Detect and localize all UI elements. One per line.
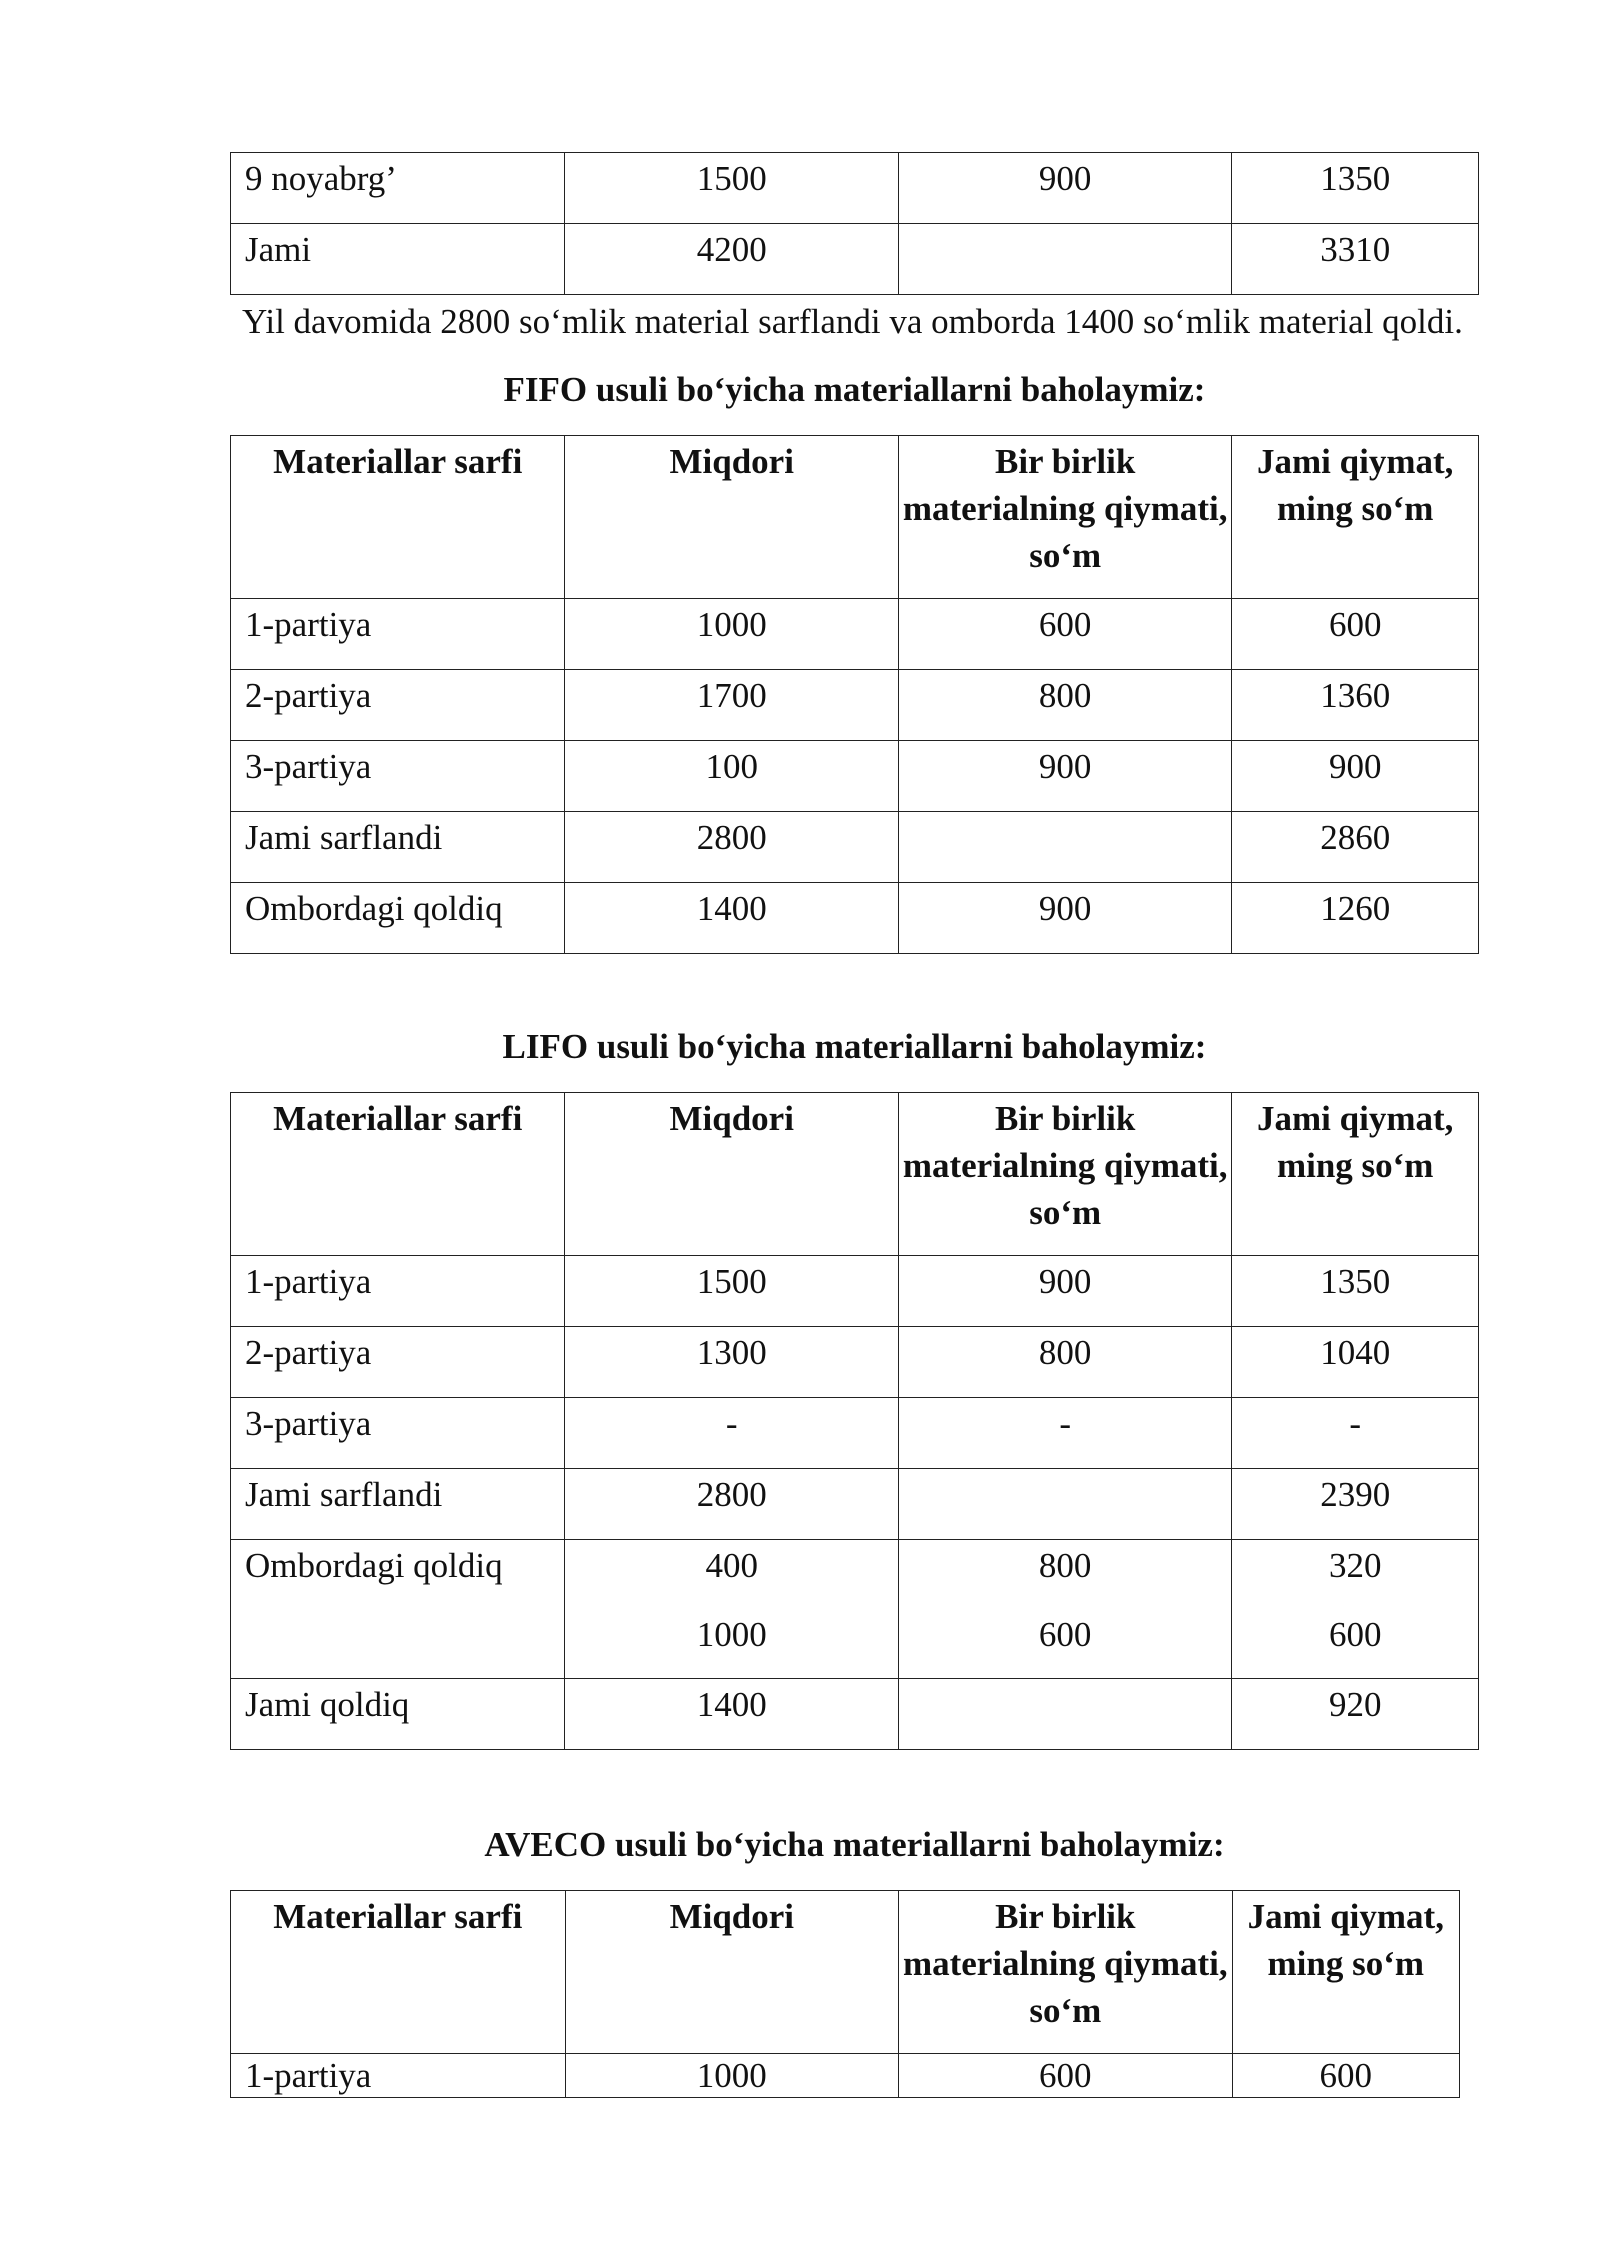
table-cell: Ombordagi qoldiq — [231, 1540, 565, 1679]
table-cell: 1360 — [1232, 670, 1479, 741]
table-cell: - — [1232, 1398, 1479, 1469]
table-cell: Jami — [231, 224, 565, 295]
table-cell — [898, 1469, 1231, 1540]
table-cell: 1400 — [565, 1679, 898, 1750]
table-cell: 2860 — [1232, 812, 1479, 883]
table-cell: 800 — [898, 670, 1231, 741]
document-page — [230, 152, 1500, 2098]
table-cell: - — [565, 1398, 898, 1469]
table-cell: Jami sarflandi — [231, 1469, 565, 1540]
table-cell: 600 — [899, 2054, 1233, 2098]
column-header: Jami qiymat, ming so‘m — [1232, 1891, 1459, 2054]
table-cell: - — [898, 1398, 1231, 1469]
table-cell: 600 — [1232, 2054, 1459, 2098]
lifo-table — [230, 1092, 1479, 1750]
table-cell: 1-partiya — [231, 1256, 565, 1327]
table-cell: 1260 — [1232, 883, 1479, 954]
table-row — [231, 1327, 1479, 1398]
table-cell: 900 — [898, 741, 1231, 812]
table-cell — [1232, 1540, 1479, 1679]
table-row — [231, 1469, 1479, 1540]
table-cell: 800 — [898, 1327, 1231, 1398]
column-header: Miqdori — [565, 436, 898, 599]
receipts-table-continuation — [230, 152, 1479, 295]
table-header-row — [231, 1891, 1460, 2054]
table-header-row — [231, 1093, 1479, 1256]
table-cell: 1500 — [565, 153, 898, 224]
table-cell: 1000 — [565, 599, 898, 670]
table-row — [231, 812, 1479, 883]
table-cell — [898, 812, 1231, 883]
remainder-total-1: 320 — [1328, 1546, 1382, 1585]
table-row — [231, 1679, 1479, 1750]
table-cell — [898, 224, 1231, 295]
column-header: Materiallar sarfi — [231, 1891, 566, 2054]
table-cell: 100 — [565, 741, 898, 812]
column-header: Miqdori — [565, 1093, 898, 1256]
lifo-heading: LIFO usuli bo‘yicha materiallarni baholaymiz: — [502, 1027, 1207, 1066]
fifo-table — [230, 435, 1479, 954]
table-cell: 920 — [1232, 1679, 1479, 1750]
table-cell: 1-partiya — [231, 599, 565, 670]
table-row — [231, 599, 1479, 670]
column-header: Bir birlik materialning qiymati, so‘m — [898, 1093, 1231, 1256]
table-cell: 900 — [898, 883, 1231, 954]
column-header: Jami qiymat, ming so‘m — [1232, 436, 1479, 599]
table-cell: 2800 — [565, 812, 898, 883]
remainder-qty-1: 400 — [705, 1546, 758, 1585]
remainder-unit-2: 600 — [1038, 1615, 1092, 1654]
table-cell: Jami qoldiq — [231, 1679, 565, 1750]
table-cell — [898, 1540, 1231, 1679]
table-row — [231, 1398, 1479, 1469]
table-cell: 600 — [898, 599, 1231, 670]
table-cell: 1500 — [565, 1256, 898, 1327]
table-cell: 3-partiya — [231, 741, 565, 812]
table-cell — [898, 1679, 1231, 1750]
table-cell: 1400 — [565, 883, 898, 954]
table-row — [231, 670, 1479, 741]
table-cell: 1-partiya — [231, 2054, 566, 2098]
table-cell: 3310 — [1232, 224, 1479, 295]
table-cell: 1300 — [565, 1327, 898, 1398]
column-header: Bir birlik materialning qiymati, so‘m — [898, 436, 1231, 599]
column-header: Miqdori — [565, 1891, 899, 2054]
table-cell: 900 — [1232, 741, 1479, 812]
table-cell: 1000 — [565, 2054, 899, 2098]
column-header: Materiallar sarfi — [231, 1093, 565, 1256]
table-row — [231, 1540, 1479, 1679]
table-cell — [565, 1540, 898, 1679]
table-row — [231, 153, 1479, 224]
summary-text: Yil davomida 2800 so‘mlik material sarflandi va omborda 1400 so‘mlik material qoldi. — [242, 302, 1463, 341]
remainder-qty-2: 1000 — [696, 1615, 767, 1654]
table-cell: 1040 — [1232, 1327, 1479, 1398]
table-cell: 1350 — [1232, 153, 1479, 224]
remainder-unit-1: 800 — [1038, 1546, 1092, 1585]
table-row — [231, 224, 1479, 295]
table-header-row — [231, 436, 1479, 599]
summary-paragraph — [230, 299, 1495, 345]
table-cell: 2390 — [1232, 1469, 1479, 1540]
table-cell: 4200 — [565, 224, 898, 295]
table-cell: 2-partiya — [231, 1327, 565, 1398]
fifo-heading: FIFO usuli bo‘yicha materiallarni baholaymiz: — [503, 370, 1206, 409]
table-cell: 2800 — [565, 1469, 898, 1540]
remainder-total-2: 600 — [1328, 1615, 1382, 1654]
table-row — [231, 883, 1479, 954]
table-row — [231, 2054, 1460, 2098]
column-header: Bir birlik materialning qiymati, so‘m — [899, 1891, 1233, 2054]
table-cell: 900 — [898, 153, 1231, 224]
table-cell: 3-partiya — [231, 1398, 565, 1469]
table-row — [231, 741, 1479, 812]
table-cell: 900 — [898, 1256, 1231, 1327]
table-cell: 1350 — [1232, 1256, 1479, 1327]
table-cell: Ombordagi qoldiq — [231, 883, 565, 954]
table-cell: 1700 — [565, 670, 898, 741]
column-header: Materiallar sarfi — [231, 436, 565, 599]
column-header: Jami qiymat, ming so‘m — [1232, 1093, 1479, 1256]
table-row — [231, 1256, 1479, 1327]
table-cell: Jami sarflandi — [231, 812, 565, 883]
table-cell: 9 noyabrg’ — [231, 153, 565, 224]
aveco-heading: AVECO usuli bo‘yicha materiallarni baholaymiz: — [484, 1825, 1225, 1864]
aveco-table — [230, 1890, 1460, 2098]
table-cell: 600 — [1232, 599, 1479, 670]
table-cell: 2-partiya — [231, 670, 565, 741]
